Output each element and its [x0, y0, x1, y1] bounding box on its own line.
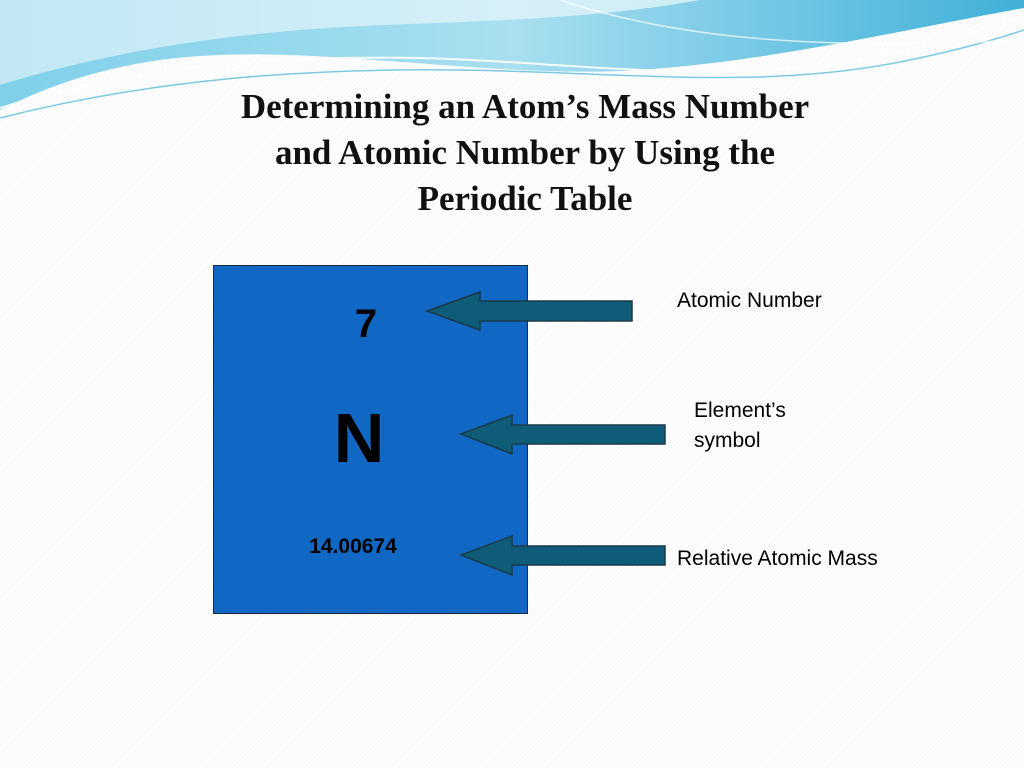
arrow-relative-mass — [461, 536, 665, 575]
tile-element-symbol: N — [333, 399, 385, 477]
tile-atomic-mass: 14.00674 — [309, 535, 397, 558]
arrow-element-symbol — [461, 415, 665, 454]
tile-atomic-number: 7 — [354, 302, 378, 346]
label-element-symbol-line-1: Element’s — [694, 399, 786, 422]
label-atomic-number: Atomic Number — [677, 289, 822, 312]
title-line-2: and Atomic Number by Using the — [274, 133, 776, 172]
title-line-1: Determining an Atom’s Mass Number — [240, 87, 810, 126]
arrow-atomic-number — [427, 292, 632, 330]
label-element-symbol — [694, 396, 834, 456]
label-element-symbol-line-2: symbol — [694, 429, 761, 452]
label-relative-atomic-mass: Relative Atomic Mass — [677, 547, 878, 570]
title-line-3: Periodic Table — [417, 179, 633, 218]
